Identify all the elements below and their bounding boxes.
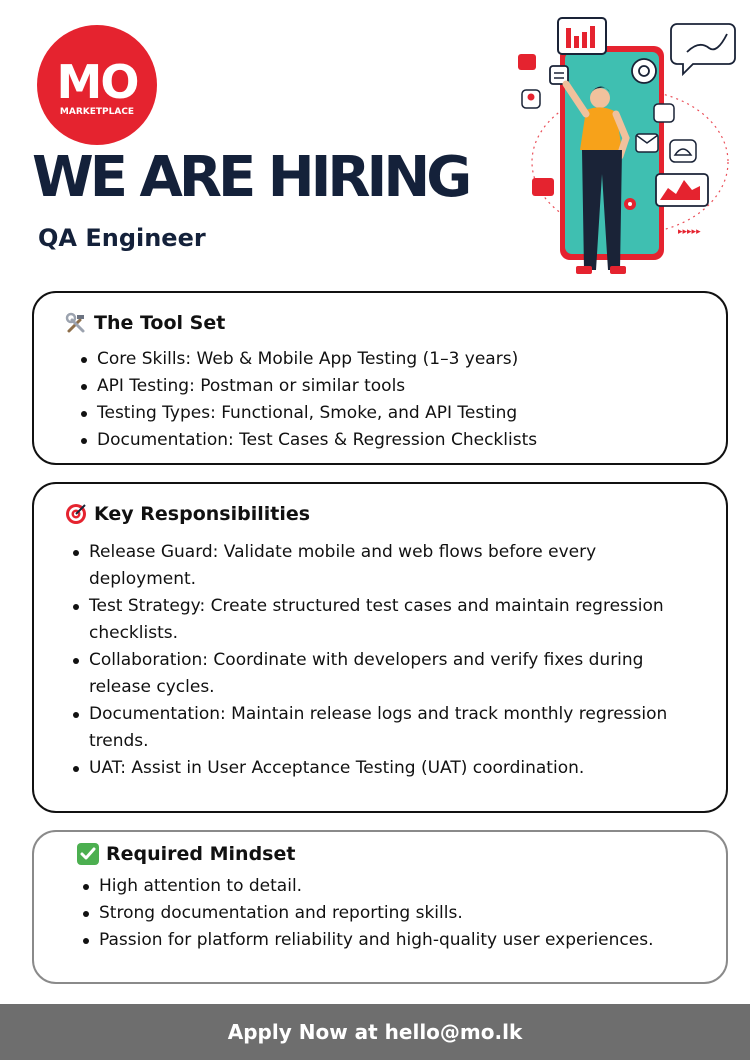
check-mark-icon: [76, 842, 100, 866]
list-item: Testing Types: Functional, Smoke, and API Testing: [76, 400, 716, 427]
svg-text:▸▸▸▸▸: ▸▸▸▸▸: [678, 227, 701, 237]
tool-set-title-text: The Tool Set: [94, 312, 226, 334]
list-item: Strong documentation and reporting skills.: [78, 900, 718, 927]
list-item: Documentation: Maintain release logs and track monthly regression trends.: [68, 701, 708, 755]
list-item: Core Skills: Web & Mobile App Testing (1–3 years): [76, 346, 716, 373]
responsibilities-card: [32, 482, 728, 813]
job-role: QA Engineer: [38, 224, 206, 252]
mindset-title: [76, 842, 295, 866]
target-icon: [64, 502, 88, 526]
hammer-wrench-icon: [64, 311, 88, 335]
svg-text:MARKETPLACE: MARKETPLACE: [59, 107, 135, 117]
responsibilities-list: [68, 539, 708, 782]
list-item: Test Strategy: Create structured test cases and maintain regression checklists.: [68, 593, 708, 647]
tool-set-title: [64, 311, 225, 335]
list-item: API Testing: Postman or similar tools: [76, 373, 716, 400]
responsibilities-title: [64, 502, 310, 526]
list-item: Passion for platform reliability and high-quality user experiences.: [78, 927, 718, 954]
tool-set-list: [76, 346, 716, 454]
mindset-title-text: Required Mindset: [106, 843, 296, 865]
list-item: Collaboration: Coordinate with developers and verify fixes during release cycles.: [68, 647, 708, 701]
list-item: Documentation: Test Cases & Regression Checklists: [76, 427, 716, 454]
apply-now-banner[interactable]: Apply Now at hello@mo.lk: [0, 1004, 750, 1060]
mindset-list: [78, 873, 718, 954]
list-item: Release Guard: Validate mobile and web flows before every deployment.: [68, 539, 708, 593]
tool-set-card: [32, 291, 728, 465]
mo-marketplace-logo: [36, 24, 158, 146]
list-item: High attention to detail.: [78, 873, 718, 900]
mindset-card: [32, 830, 728, 984]
responsibilities-title-text: Key Responsibilities: [94, 503, 311, 525]
svg-text:MO: MO: [56, 55, 138, 109]
person-with-phone-analytics-illustration: [512, 14, 738, 282]
list-item: UAT: Assist in User Acceptance Testing (UAT) coordination.: [68, 755, 708, 782]
headline: WE ARE HIRING: [32, 145, 469, 210]
